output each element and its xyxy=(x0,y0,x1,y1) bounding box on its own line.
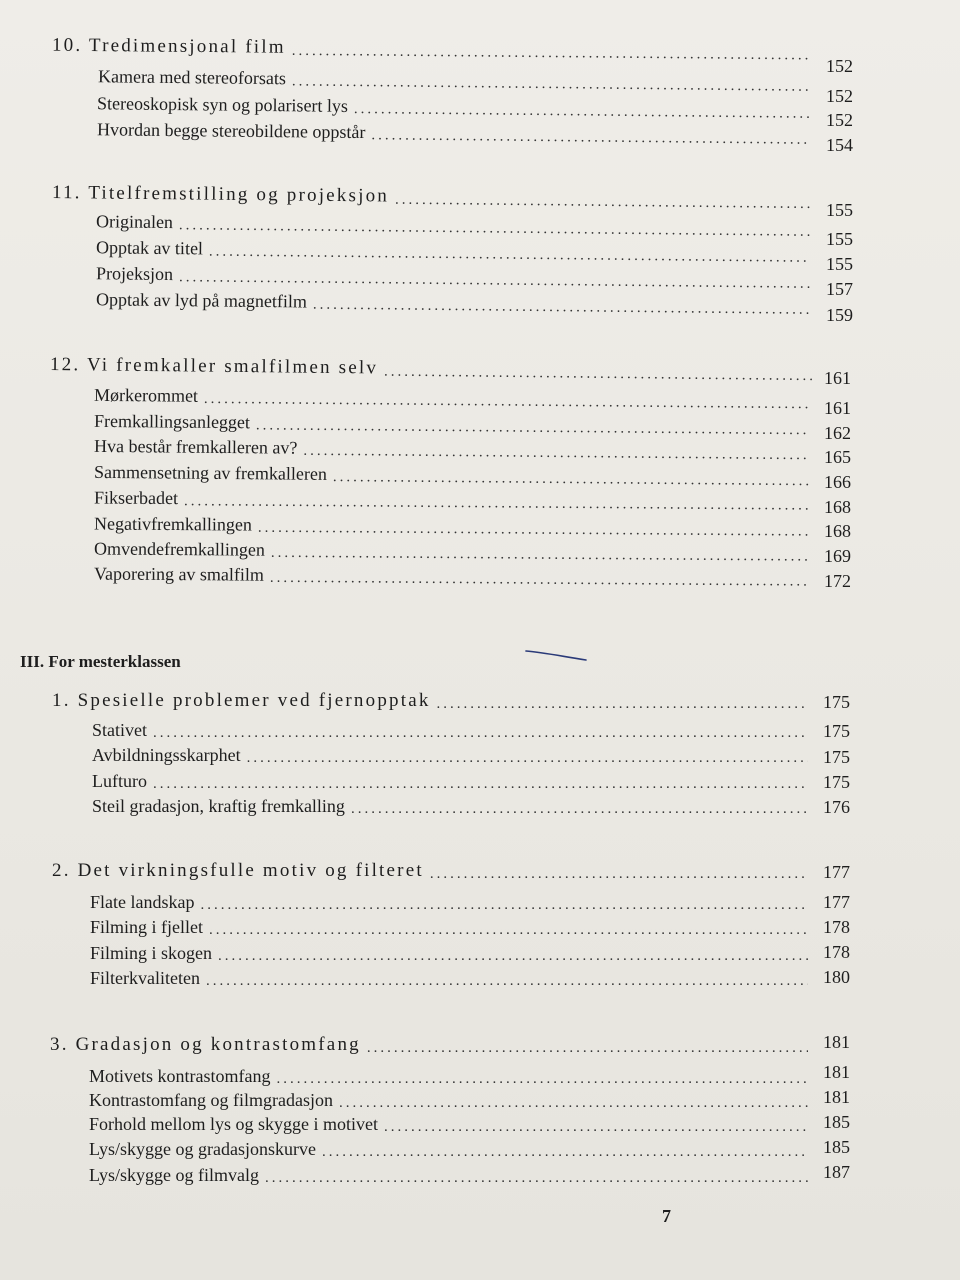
entry-label: Originalen xyxy=(95,211,174,233)
chapter-title-text: 2. Det virkningsfulle motiv og filteret xyxy=(52,860,424,881)
toc-entry xyxy=(92,796,808,817)
entry-label: Filming i skogen xyxy=(90,943,213,963)
dot-leader xyxy=(292,74,810,94)
toc-entry xyxy=(90,892,808,913)
toc-entry xyxy=(92,745,808,766)
dot-leader xyxy=(339,1096,808,1111)
chapter-title xyxy=(52,35,812,64)
entry-label: Opptak av lyd på magnetfilm xyxy=(95,289,308,312)
page-ref: 178 xyxy=(823,942,850,962)
page-ref: 178 xyxy=(823,917,850,937)
dot-leader xyxy=(184,494,810,513)
toc-entry xyxy=(97,93,810,121)
entry-label: Omvendefremkallingen xyxy=(93,538,266,560)
dot-leader xyxy=(256,418,810,438)
page-ref: 152 xyxy=(826,110,853,130)
dot-leader xyxy=(200,898,808,913)
chapter-title xyxy=(52,690,808,712)
page-ref: 169 xyxy=(824,546,851,566)
entry-label: Lys/skygge og gradasjonskurve xyxy=(89,1139,316,1159)
toc-entry xyxy=(92,720,808,741)
toc-entry xyxy=(92,771,808,792)
entry-label: Projeksjon xyxy=(95,263,174,285)
toc-entry xyxy=(94,385,810,412)
toc-entry xyxy=(90,943,808,964)
toc-entry xyxy=(89,1090,808,1111)
page-ref: 181 xyxy=(823,1032,850,1052)
entry-label: Filterkvaliteten xyxy=(90,968,200,988)
page-ref: 175 xyxy=(823,692,850,712)
dot-leader xyxy=(179,218,810,240)
dot-leader xyxy=(371,128,810,148)
page-number: 7 xyxy=(662,1206,671,1226)
chapter-title xyxy=(50,1034,808,1056)
toc-entry xyxy=(89,1165,808,1186)
page-ref: 161 xyxy=(824,398,851,418)
entry-label: Mørkerommet xyxy=(93,384,199,406)
chapter-title-text: 1. Spesielle problemer ved fjernopptak xyxy=(52,690,431,711)
dot-leader xyxy=(153,726,808,741)
dot-leader xyxy=(384,1120,808,1135)
dot-leader xyxy=(354,102,810,122)
dot-leader xyxy=(153,777,808,792)
toc-entry xyxy=(94,514,810,540)
dot-leader xyxy=(204,392,810,412)
entry-label: Steil gradasjon, kraftig fremkalling xyxy=(92,796,345,816)
entry-label: Stativet xyxy=(92,720,147,740)
toc-entry xyxy=(96,289,810,317)
dot-leader xyxy=(179,270,810,292)
chapter-title xyxy=(52,182,812,212)
dot-leader xyxy=(206,974,808,989)
toc-entry xyxy=(96,263,810,291)
page-ref: 159 xyxy=(826,305,853,325)
page-ref: 168 xyxy=(824,521,851,541)
dot-leader xyxy=(271,546,810,565)
toc-entry xyxy=(89,1139,808,1160)
chapter-title-text: 3. Gradasjon og kontrastomfang xyxy=(50,1034,361,1055)
entry-label: Hva består fremkalleren av? xyxy=(93,435,298,458)
toc-entry xyxy=(94,436,810,463)
dot-leader xyxy=(430,867,808,882)
dot-leader xyxy=(322,1145,808,1160)
toc-entry xyxy=(94,564,810,590)
page-ref: 157 xyxy=(826,279,853,299)
page-ref: 168 xyxy=(824,497,851,517)
dot-leader xyxy=(313,298,810,318)
dot-leader xyxy=(218,949,808,964)
entry-label: Forhold mellom lys og skygge i motivet xyxy=(89,1114,378,1134)
entry-label: Stereoskopisk syn og polarisert lys xyxy=(96,93,349,116)
toc-entry xyxy=(89,1066,808,1087)
entry-label: Lufturo xyxy=(92,771,147,791)
entry-label: Opptak av titel xyxy=(95,237,204,259)
toc-entry xyxy=(96,211,810,239)
page-ref: 165 xyxy=(824,447,851,467)
toc-entry xyxy=(90,968,808,989)
dot-leader xyxy=(270,571,810,590)
toc-entry xyxy=(94,462,810,489)
part-title: III. For mesterklassen xyxy=(20,652,181,671)
entry-label: Hvordan begge stereobildene oppstår xyxy=(96,119,366,143)
page-ref: 187 xyxy=(823,1162,850,1182)
toc-entry xyxy=(89,1114,808,1135)
dot-leader xyxy=(209,244,810,265)
toc-entry xyxy=(94,411,810,438)
page-ref: 166 xyxy=(824,472,851,492)
toc-entry xyxy=(96,237,810,265)
dot-leader xyxy=(247,751,808,766)
entry-label: Fremkallingsanlegget xyxy=(93,410,251,433)
chapter-title xyxy=(52,860,808,882)
dot-leader xyxy=(303,444,810,463)
page-ref: 185 xyxy=(823,1137,850,1157)
page-ref: 162 xyxy=(824,423,851,443)
page-ref: 181 xyxy=(823,1087,850,1107)
dot-leader xyxy=(292,44,812,64)
chapter-title xyxy=(50,354,812,384)
page-ref: 172 xyxy=(824,571,851,591)
toc-entry xyxy=(94,488,810,514)
entry-label: Avbildningsskarphet xyxy=(92,745,241,765)
page-ref: 155 xyxy=(826,254,853,274)
entry-label: Sammensetning av fremkalleren xyxy=(93,461,328,484)
page-ref: 152 xyxy=(826,56,853,76)
dot-leader xyxy=(333,470,810,489)
page-ref: 155 xyxy=(826,229,853,249)
dot-leader xyxy=(258,521,810,540)
page-ref: 185 xyxy=(823,1112,850,1132)
chapter-title-text: 11. Titelfremstilling og projeksjon xyxy=(51,182,390,207)
entry-label: Kontrastomfang og filmgradasjon xyxy=(89,1090,333,1110)
entry-label: Filming i fjellet xyxy=(90,917,203,937)
dot-leader xyxy=(437,697,808,712)
chapter-title-text: 12. Vi fremkaller smalfilmen selv xyxy=(49,354,379,379)
entry-label: Lys/skygge og filmvalg xyxy=(89,1165,259,1185)
page-ref: 181 xyxy=(823,1062,850,1082)
dot-leader xyxy=(351,802,808,817)
entry-label: Vaporering av smalfilm xyxy=(93,563,265,585)
entry-label: Fikserbadet xyxy=(93,487,179,509)
dot-leader xyxy=(276,1072,808,1087)
toc-entry xyxy=(94,539,810,565)
page-ref: 177 xyxy=(823,862,850,882)
entry-label: Flate landskap xyxy=(90,892,195,912)
entry-label: Kamera med stereoforsats xyxy=(97,66,287,89)
entry-label: Motivets kontrastomfang xyxy=(89,1066,271,1086)
page-ref: 176 xyxy=(823,797,850,817)
page-ref: 155 xyxy=(826,200,853,220)
page-ref: 177 xyxy=(823,892,850,912)
toc-entry xyxy=(97,119,810,147)
chapter-title-text: 10. Tredimensjonal film xyxy=(51,34,286,58)
dot-leader xyxy=(265,1171,808,1186)
dot-leader xyxy=(395,193,812,212)
toc-entry xyxy=(90,917,808,938)
page-ref: 152 xyxy=(826,86,853,106)
entry-label: Negativfremkallingen xyxy=(93,513,253,535)
page-ref: 180 xyxy=(823,967,850,987)
toc-entry xyxy=(98,66,810,94)
dot-leader xyxy=(384,365,812,384)
page-ref: 175 xyxy=(823,747,850,767)
pen-mark xyxy=(525,648,587,662)
dot-leader xyxy=(367,1041,808,1056)
page-ref: 175 xyxy=(823,721,850,741)
page-ref: 175 xyxy=(823,772,850,792)
page-ref: 161 xyxy=(824,368,851,388)
dot-leader xyxy=(209,923,808,938)
page-ref: 154 xyxy=(826,135,853,155)
